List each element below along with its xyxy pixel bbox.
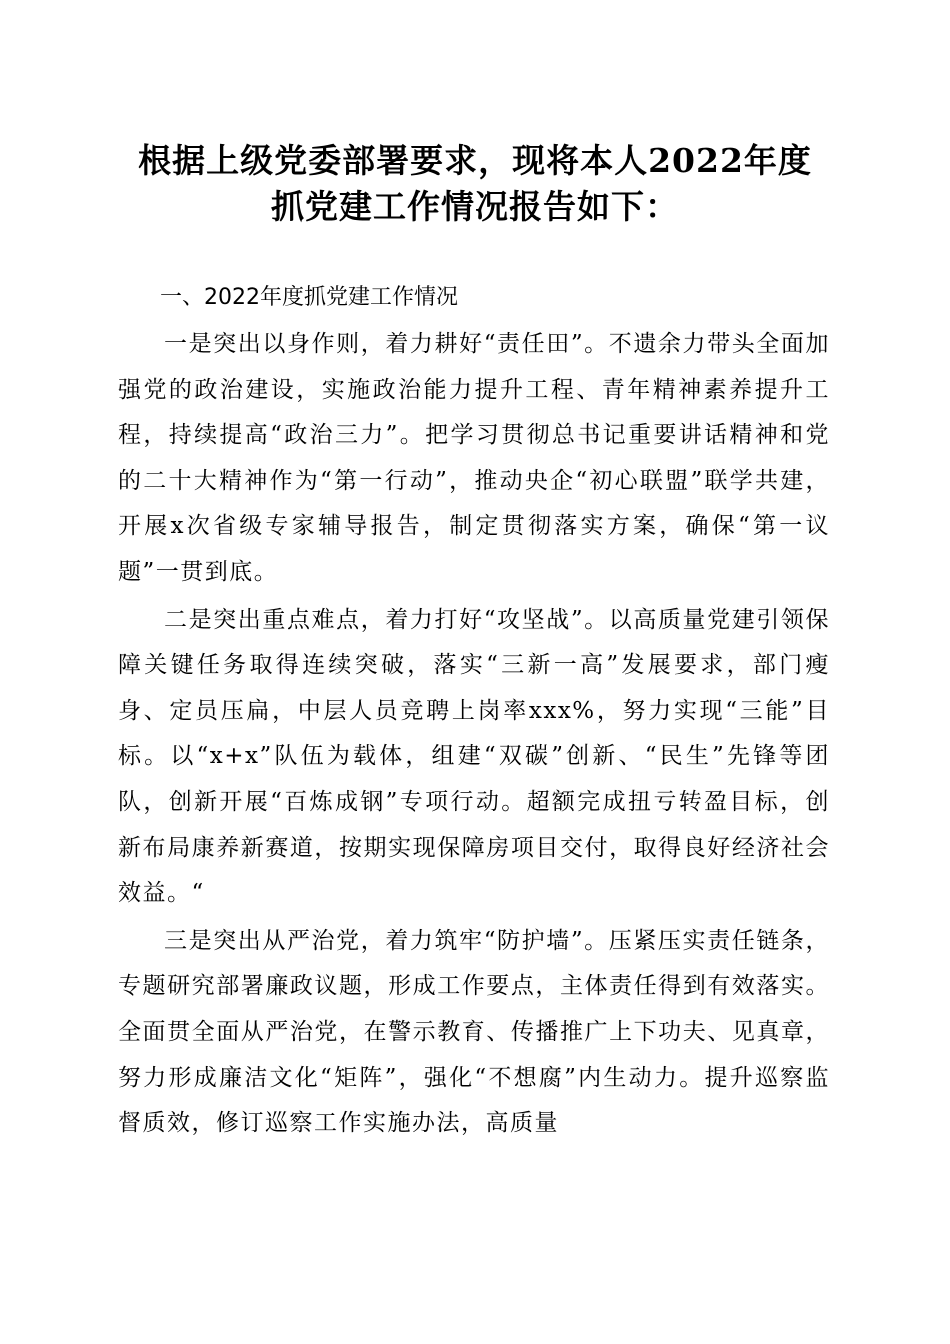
paragraph-1: 一是突出以身作则，着力耕好“责任田”。不遗余力带头全面加强党的政治建设，实施政治能力提升工程、青年精神素养提升工程，持续提高“政治三力”。把学习贯彻总书记重要讲话精神和党的二十大精神作为“第一行动”，推动央企“初心联盟”联学共建，开展x次省级专家辅导报告，制定贯彻落实方案，确保“第一议题”一贯到底。: [118, 331, 830, 585]
title-line-2: 抓党建工作情况报告如下：: [271, 187, 679, 226]
paragraph-2: 二是突出重点难点，着力打好“攻坚战”。以高质量党建引领保障关键任务取得连续突破，落实“三新一高”发展要求，部门瘦身、定员压扁，中层人员竞聘上岗率xxx%，努力实现“三能”目标。以“x+x”队伍为载体，组建“双碳”创新、“民生”先锋等团队，创新开展“百炼成钢”专项行动。超额完成扭亏转盈目标，创新布局康养新赛道，按期实现保障房项目交付，取得良好经济社会效益。“: [118, 606, 830, 907]
title-line-1: 根据上级党委部署要求，现将本人2022年度: [138, 141, 812, 180]
section-heading: 一、2022年度抓党建工作情况: [160, 285, 458, 310]
body-text: [118, 322, 830, 1149]
document-title: [110, 138, 840, 230]
paragraph-3: 三是突出从严治党，着力筑牢“防护墙”。压紧压实责任链条，专题研究部署廉政议题，形成工作要点，主体责任得到有效落实。全面贯全面从严治党，在警示教育、传播推广上下功夫、见真章，努力形成廉洁文化“矩阵”，强化“不想腐”内生动力。提升巡察监督质效，修订巡察工作实施办法，高质量: [118, 927, 830, 1137]
